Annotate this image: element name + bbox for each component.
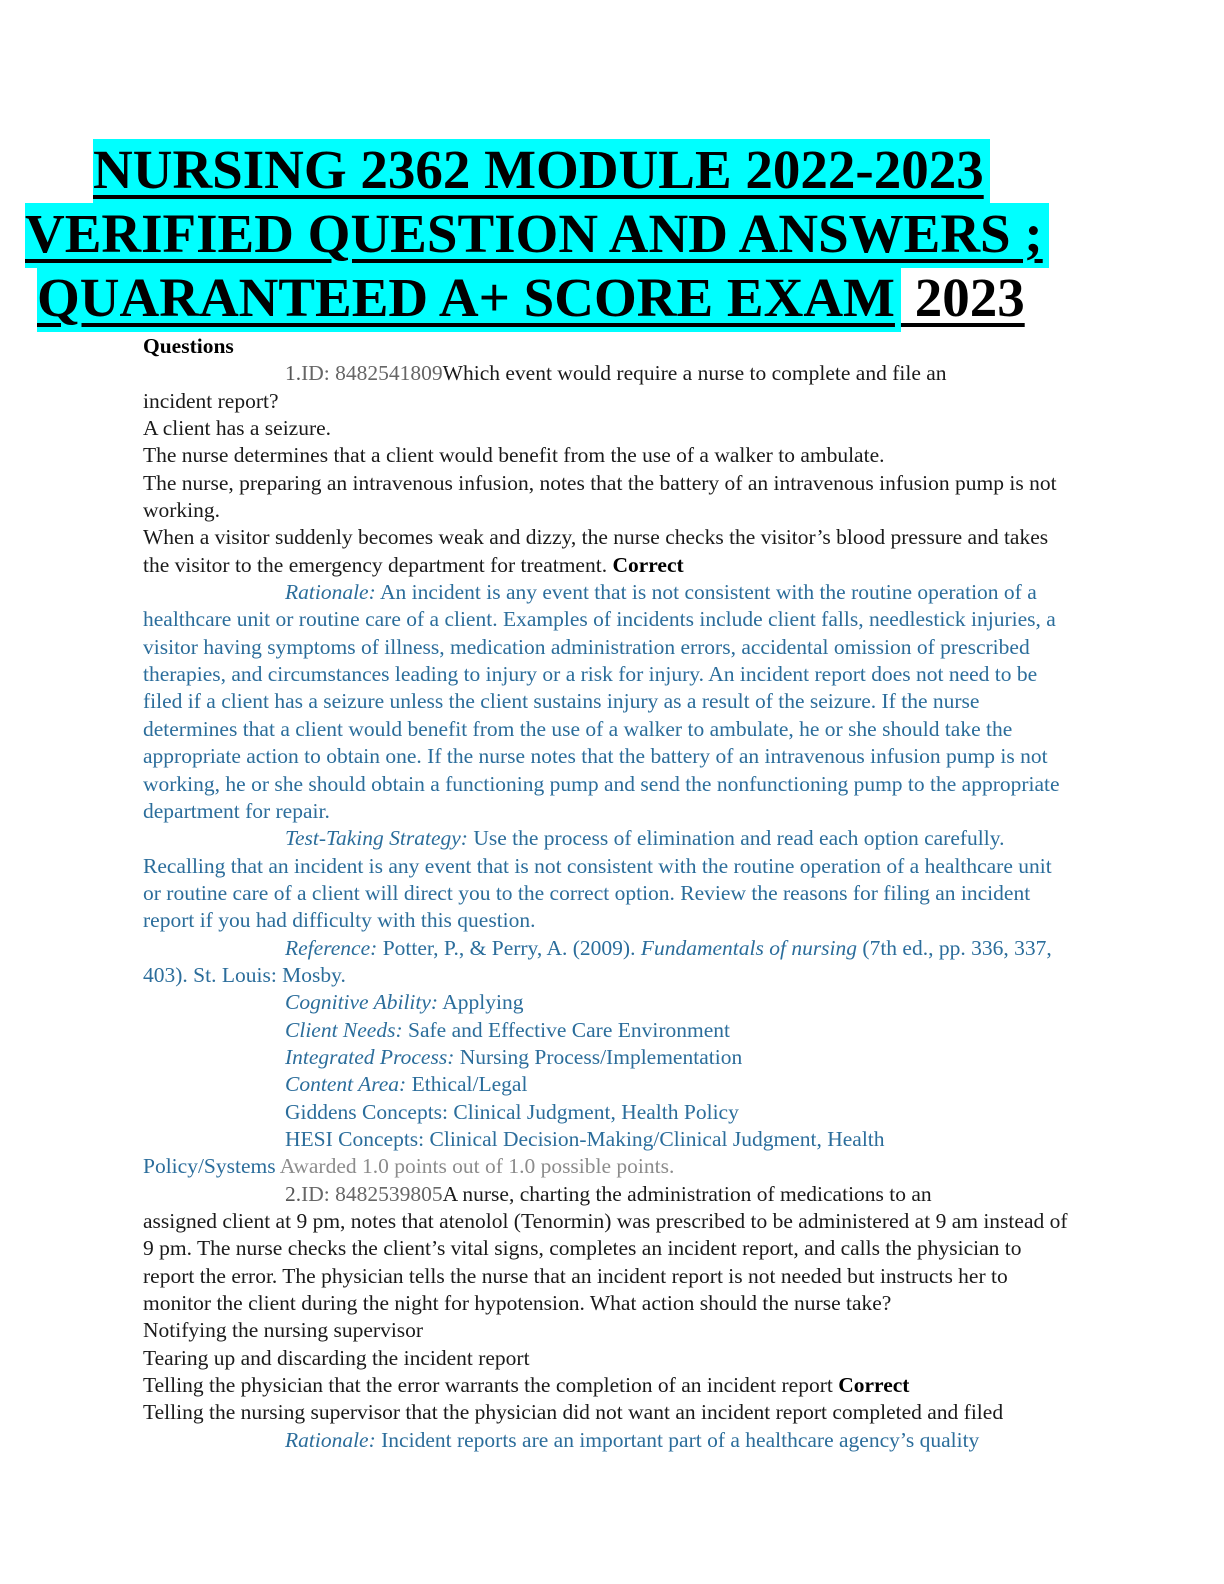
title-line-1: NURSING 2362 MODULE 2022-2023	[93, 138, 990, 202]
q1-giddens: Giddens Concepts: Clinical Judgment, Health Policy	[285, 1099, 739, 1124]
q1-option-2: The nurse determines that a client would benefit from the use of a walker to ambulate.	[143, 443, 885, 468]
q1-strategy: Test-Taking Strategy: Use the process of elimination and read each option carefully. Recalling that an incident is any event that is not consistent with the routine operation of a healthcare unit or routine care of a client will direct you to the correct option. Review the reasons for filing an incident report if you had difficulty with this question.	[143, 826, 1052, 933]
bullet-icon	[0, 1135, 8, 1151]
bullet-icon	[0, 1217, 8, 1233]
q2-rationale: Rationale: Incident reports are an important part of a healthcare agency’s quality	[285, 1427, 980, 1452]
bullet-icon	[0, 1519, 8, 1535]
q2-option-4: Telling the nursing supervisor that the physician did not want an incident report completed and filed	[143, 1400, 1004, 1425]
q1-option-3: The nurse, preparing an intravenous infusion, notes that the battery of an intravenous infusion pump is not working.	[143, 470, 1057, 523]
bullet-icon	[0, 1108, 8, 1124]
q1-option-4: When a visitor suddenly becomes weak and dizzy, the nurse checks the visitor’s blood pressure and takes the visitor to the emergency department for treatment. Correct	[143, 525, 1049, 577]
bullet-icon	[0, 1026, 8, 1042]
q1-hesi-cont: Policy/Systems Awarded 1.0 points out of 1.0 possible points.	[143, 1154, 675, 1179]
q1-reference: Reference: Potter, P., & Perry, A. (2009). Fundamentals of nursing (7th ed., pp. 336, 337, 403). St. Louis: Mosby.	[143, 935, 1052, 987]
score-text: Awarded 1.0 points out of 1.0 possible points.	[279, 1154, 675, 1179]
q1-hesi: HESI Concepts: Clinical Decision-Making/Clinical Judgment, Health	[285, 1126, 885, 1151]
q2-stem-line: 2.ID: 8482539805A nurse, charting the administration of medications to an	[285, 1181, 932, 1206]
bullet-icon	[0, 369, 8, 385]
q2-option-3: Telling the physician that the error warrants the completion of an incident report Correct	[143, 1373, 910, 1398]
q1-stem-line: 1.ID: 8482541809Which event would require a nurse to complete and file an	[285, 361, 947, 386]
title-line-3: QUARANTEED A+ SCORE EXAM 2023	[37, 266, 1025, 330]
bullet-icon	[0, 971, 8, 987]
section-heading: Questions	[143, 334, 234, 358]
q1-cognitive: Cognitive Ability: Applying	[285, 990, 524, 1015]
bullet-icon	[0, 862, 8, 878]
title-line-2: VERIFIED QUESTION AND ANSWERS ;	[25, 202, 1049, 266]
bullet-icon	[0, 1053, 8, 1069]
bullet-icon	[0, 588, 8, 604]
q1-rationale: Rationale: An incident is any event that is not consistent with the routine operation of a healthcare unit or routine care of a client. Examples of incidents include client falls, needlestick injuries, a visitor having symptoms of illness, medication administration errors, accidental omission of prescribed therapies, and circumstances leading to injury or a risk for injury. An incident report does not need to be filed if a client has a seizure unless the client sustains injury as a result of the seizure. If the nurse determines that a client would benefit from the use of a walker to ambulate, he or she should take the appropriate action to obtain one. If the nurse notes that the battery of an intravenous infusion pump is not working, he or she should obtain a functioning pump and send the nonfunctioning pump to the appropriate department for repair.	[143, 580, 1060, 823]
q2-stem-cont: assigned client at 9 pm, notes that atenolol (Tenormin) was prescribed to be administered at 9 am instead of 9 pm. The nurse checks the client’s vital signs, completes an incident report, and calls the physician to report the error. The physician tells the nurse that an incident report is not needed but instructs her to monitor the client during the night for hypotension. What action should the nurse take?	[143, 1209, 1068, 1316]
q1-option-1: A client has a seizure.	[143, 416, 332, 441]
q2-option-1: Notifying the nursing supervisor	[143, 1318, 424, 1343]
q1-client-needs: Client Needs: Safe and Effective Care Environment	[285, 1017, 730, 1042]
q1-process: Integrated Process: Nursing Process/Implementation	[285, 1044, 743, 1069]
q2-option-2: Tearing up and discarding the incident report	[143, 1345, 530, 1370]
document-body	[143, 333, 1073, 1454]
correct-marker: Correct	[838, 1373, 910, 1398]
correct-marker: Correct	[612, 552, 684, 577]
q1-content-area: Content Area: Ethical/Legal	[285, 1072, 528, 1097]
q1-stem-cont: incident report?	[143, 388, 279, 413]
bullet-icon	[0, 1163, 8, 1179]
bullet-icon	[0, 1081, 8, 1097]
